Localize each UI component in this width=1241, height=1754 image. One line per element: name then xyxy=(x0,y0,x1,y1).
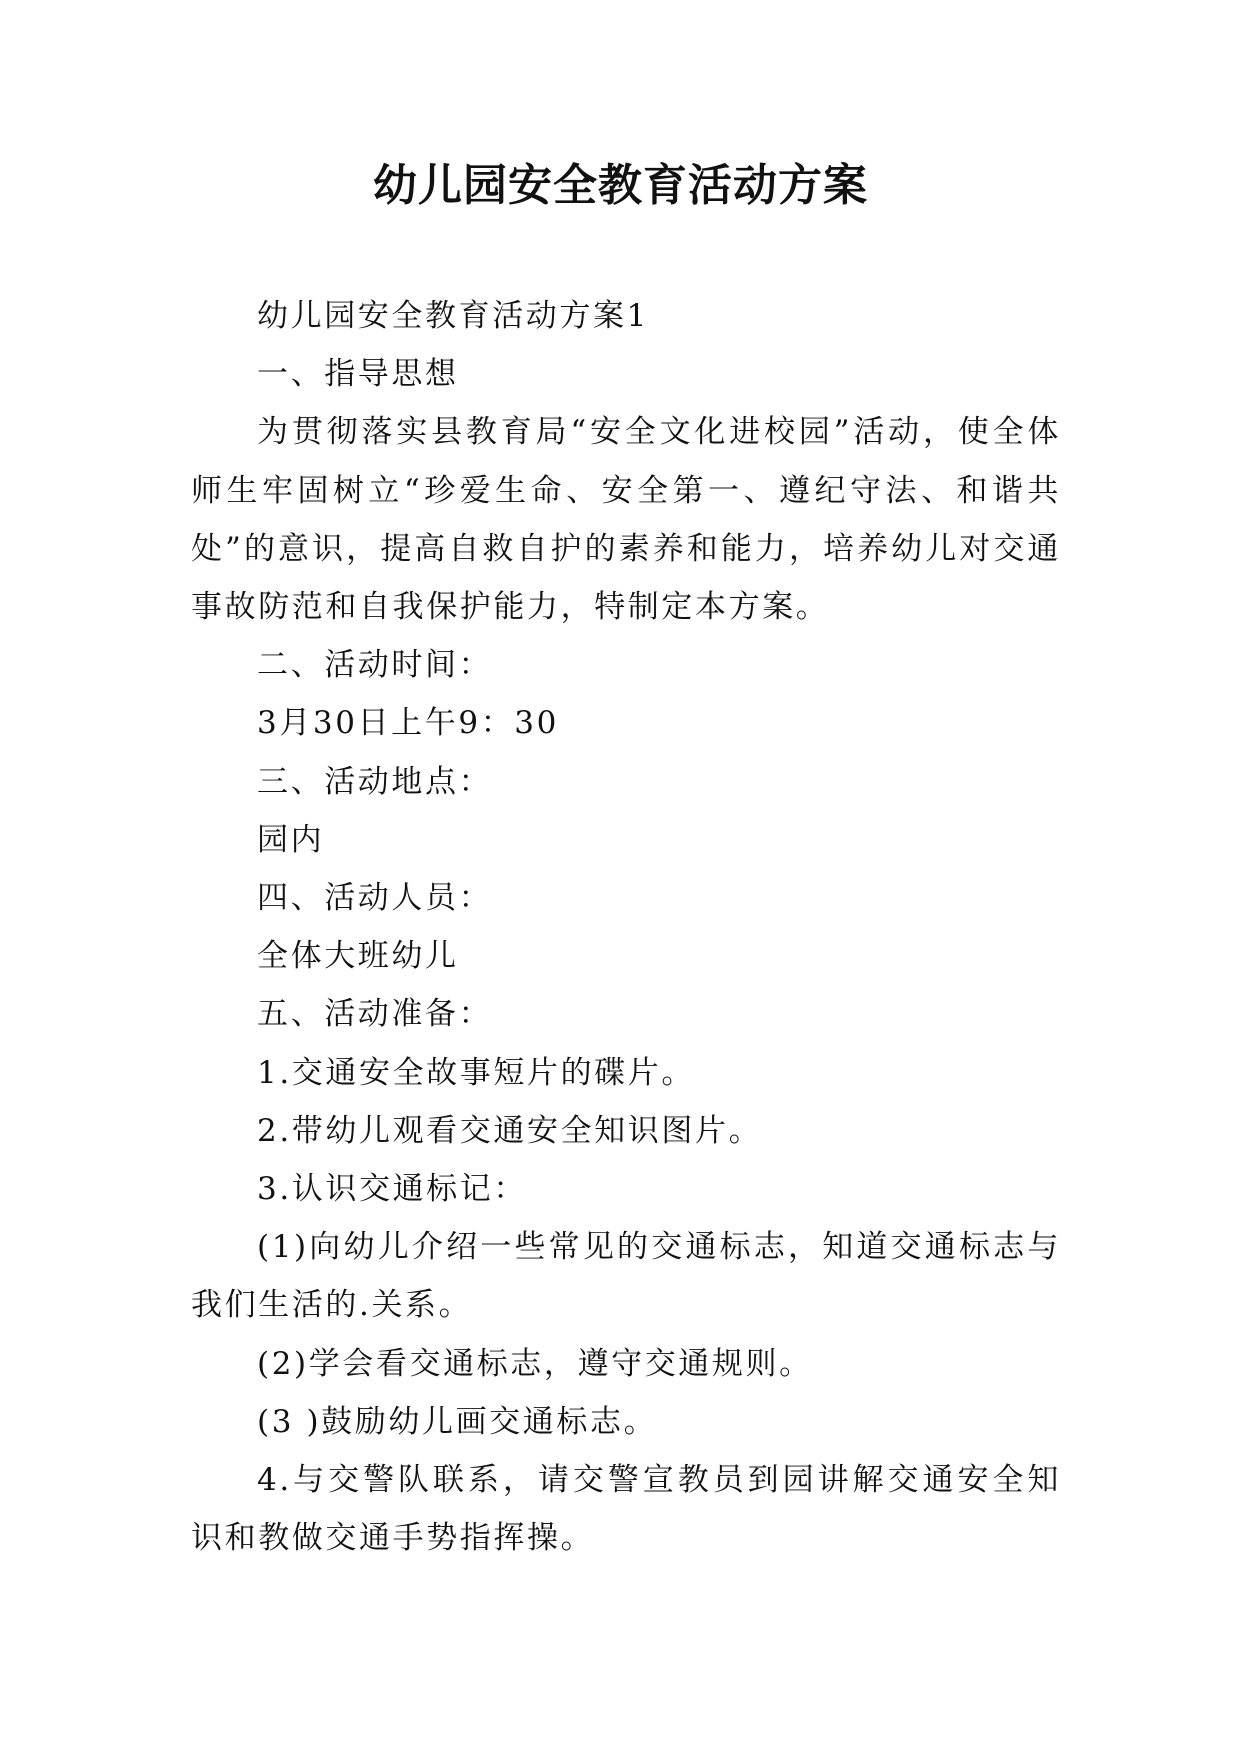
list-item-preparation-4: 4.与交警队联系，请交警宣教员到园讲解交通安全知识和教做交通手势指挥操。 xyxy=(191,1462,1061,1557)
paragraph-activity-location: 园内 xyxy=(257,821,325,858)
heading-activity-time: 二、活动时间： xyxy=(257,647,493,684)
list-item-preparation-2: 2.带幼儿观看交通安全知识图片。 xyxy=(257,1112,763,1149)
document-body xyxy=(191,287,1061,1567)
list-item-preparation-3-2: (2)学会看交通标志，遵守交通规则。 xyxy=(257,1345,813,1382)
list-item-preparation-3-1: (1)向幼儿介绍一些常见的交通标志，知道交通标志与我们生活的.关系。 xyxy=(191,1229,1061,1324)
heading-activity-location: 三、活动地点： xyxy=(257,763,493,800)
heading-guiding-ideology: 一、指导思想 xyxy=(257,356,459,393)
paragraph-subtitle: 幼儿园安全教育活动方案1 xyxy=(257,298,649,334)
heading-activity-participants: 四、活动人员： xyxy=(257,880,493,917)
list-item-preparation-3: 3.认识交通标记： xyxy=(257,1171,527,1208)
list-item-preparation-3-3: (3 )鼓励幼儿画交通标志。 xyxy=(257,1403,658,1440)
paragraph-activity-participants: 全体大班幼儿 xyxy=(257,938,459,975)
heading-activity-preparation: 五、活动准备： xyxy=(257,996,493,1033)
list-item-preparation-1: 1.交通安全故事短片的碟片。 xyxy=(257,1054,695,1091)
paragraph-guiding-ideology: 为贯彻落实县教育局“安全文化进校园”活动，使全体师生牢固树立“珍爱生命、安全第一、遵纪守法、和谐共处”的意识，提高自救自护的素养和能力，培养幼儿对交通事故防范和自我保护能力，特制定本方案。 xyxy=(191,414,1061,626)
document-title: 幼儿园安全教育活动方案 xyxy=(373,160,868,211)
paragraph-activity-time: 3月30日上午9：30 xyxy=(257,705,559,742)
